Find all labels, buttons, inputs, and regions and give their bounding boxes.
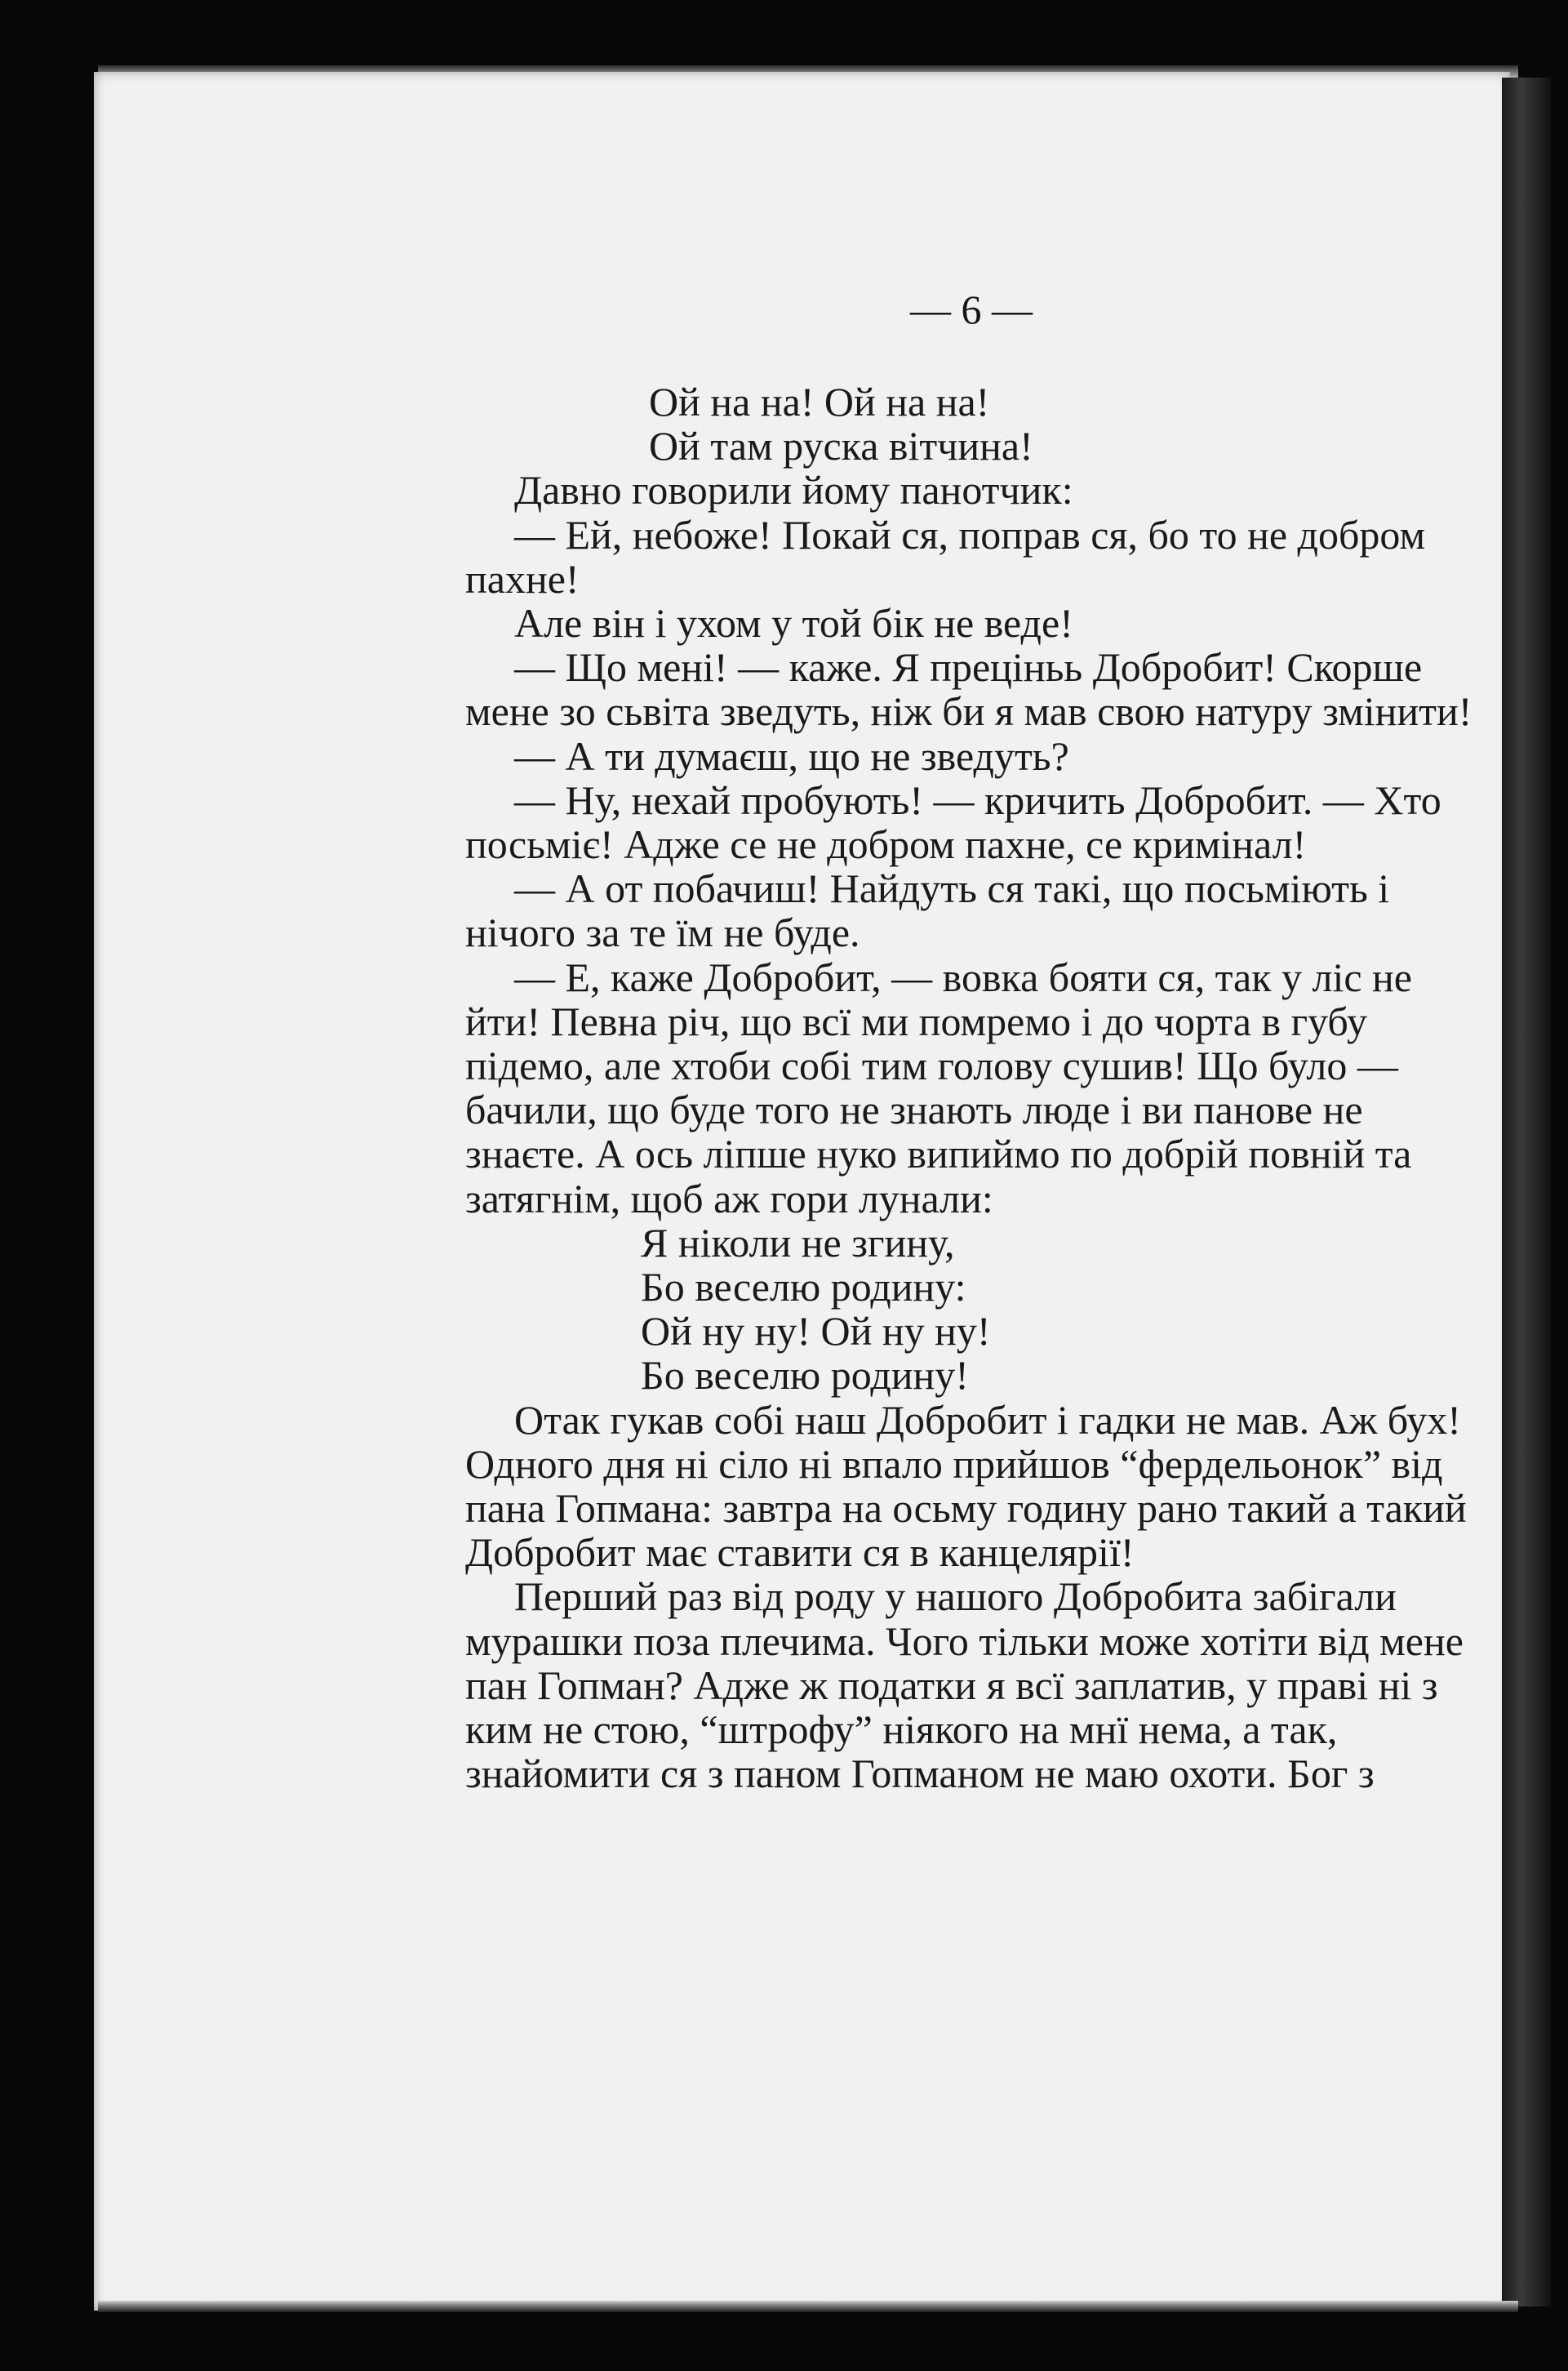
paragraph: — Ей, небоже! Покай ся, поправ ся, бо то не добром пахне! xyxy=(465,511,1426,602)
paragraph: Давно говорили йому панотчик: xyxy=(514,467,1073,514)
verse-line: Ой там руска вітчина! xyxy=(649,423,1033,469)
page-edge-right xyxy=(1502,78,1551,2306)
paragraph: Але він і ухом у той бік не веде! xyxy=(514,600,1073,647)
page-edge-bottom xyxy=(98,2301,1518,2312)
paragraph: — Що мені! — каже. Я преціньь Добробит! Скорше мене зо сьвіта зведуть, ніж би я мав свою натуру змінити! xyxy=(465,644,1472,735)
paragraph: Перший раз від роду у нашого Добробита забігали мурашки поза плечима. Чого тільки може хотіти від мене пан Гопман? Адже ж податки я всї заплатив, у праві ні з ким не стою, “штрофу” ніякого на мнї нема, а так, знайомити ся з паном Гопманом не маю охоти. Бог з xyxy=(465,1573,1464,1797)
page-number: — 6 — xyxy=(910,287,1033,332)
paragraph: — А ти думаєш, що не зведуть? xyxy=(514,732,1069,779)
verse-line: Я ніколи не згину, xyxy=(641,1219,955,1266)
verse-line: Ой на на! Ой на на! xyxy=(649,379,990,425)
verse-line: Ой ну ну! Ой ну ну! xyxy=(641,1308,991,1355)
paragraph: — Е, каже Добробит, — вовка бояти ся, так у ліс не йти! Певна річ, що всї ми помремо і до чорта в губу підемо, але хтоби собі тим голову сушив! Що було — бачили, що буде того не знають люде і ви панове не знаєте. А ось ліпше нуко випиймо по добрій повній та затягнім, щоб аж гори лунали: xyxy=(465,954,1412,1221)
paragraph: Отак гукав собі наш Добробит і гадки не мав. Аж бух! Одного дня ні сіло ні впало прийшов “фердельонок” від пана Гопмана: завтра на осьму годину рано такий а такий Добробит має ставити ся в канцелярії! xyxy=(465,1396,1467,1576)
verse-line: Бо веселю родину! xyxy=(641,1352,969,1399)
verse-line: Бо веселю родину: xyxy=(641,1264,966,1310)
page-body xyxy=(465,380,1477,1796)
paragraph: — А от побачиш! Найдуть ся такі, що посьміють і нічого за те їм не буде. xyxy=(465,865,1390,956)
paragraph: — Ну, нехай пробують! — кричить Добробит. — Хто посьміє! Адже се не добром пахне, се кримінал! xyxy=(465,776,1441,868)
